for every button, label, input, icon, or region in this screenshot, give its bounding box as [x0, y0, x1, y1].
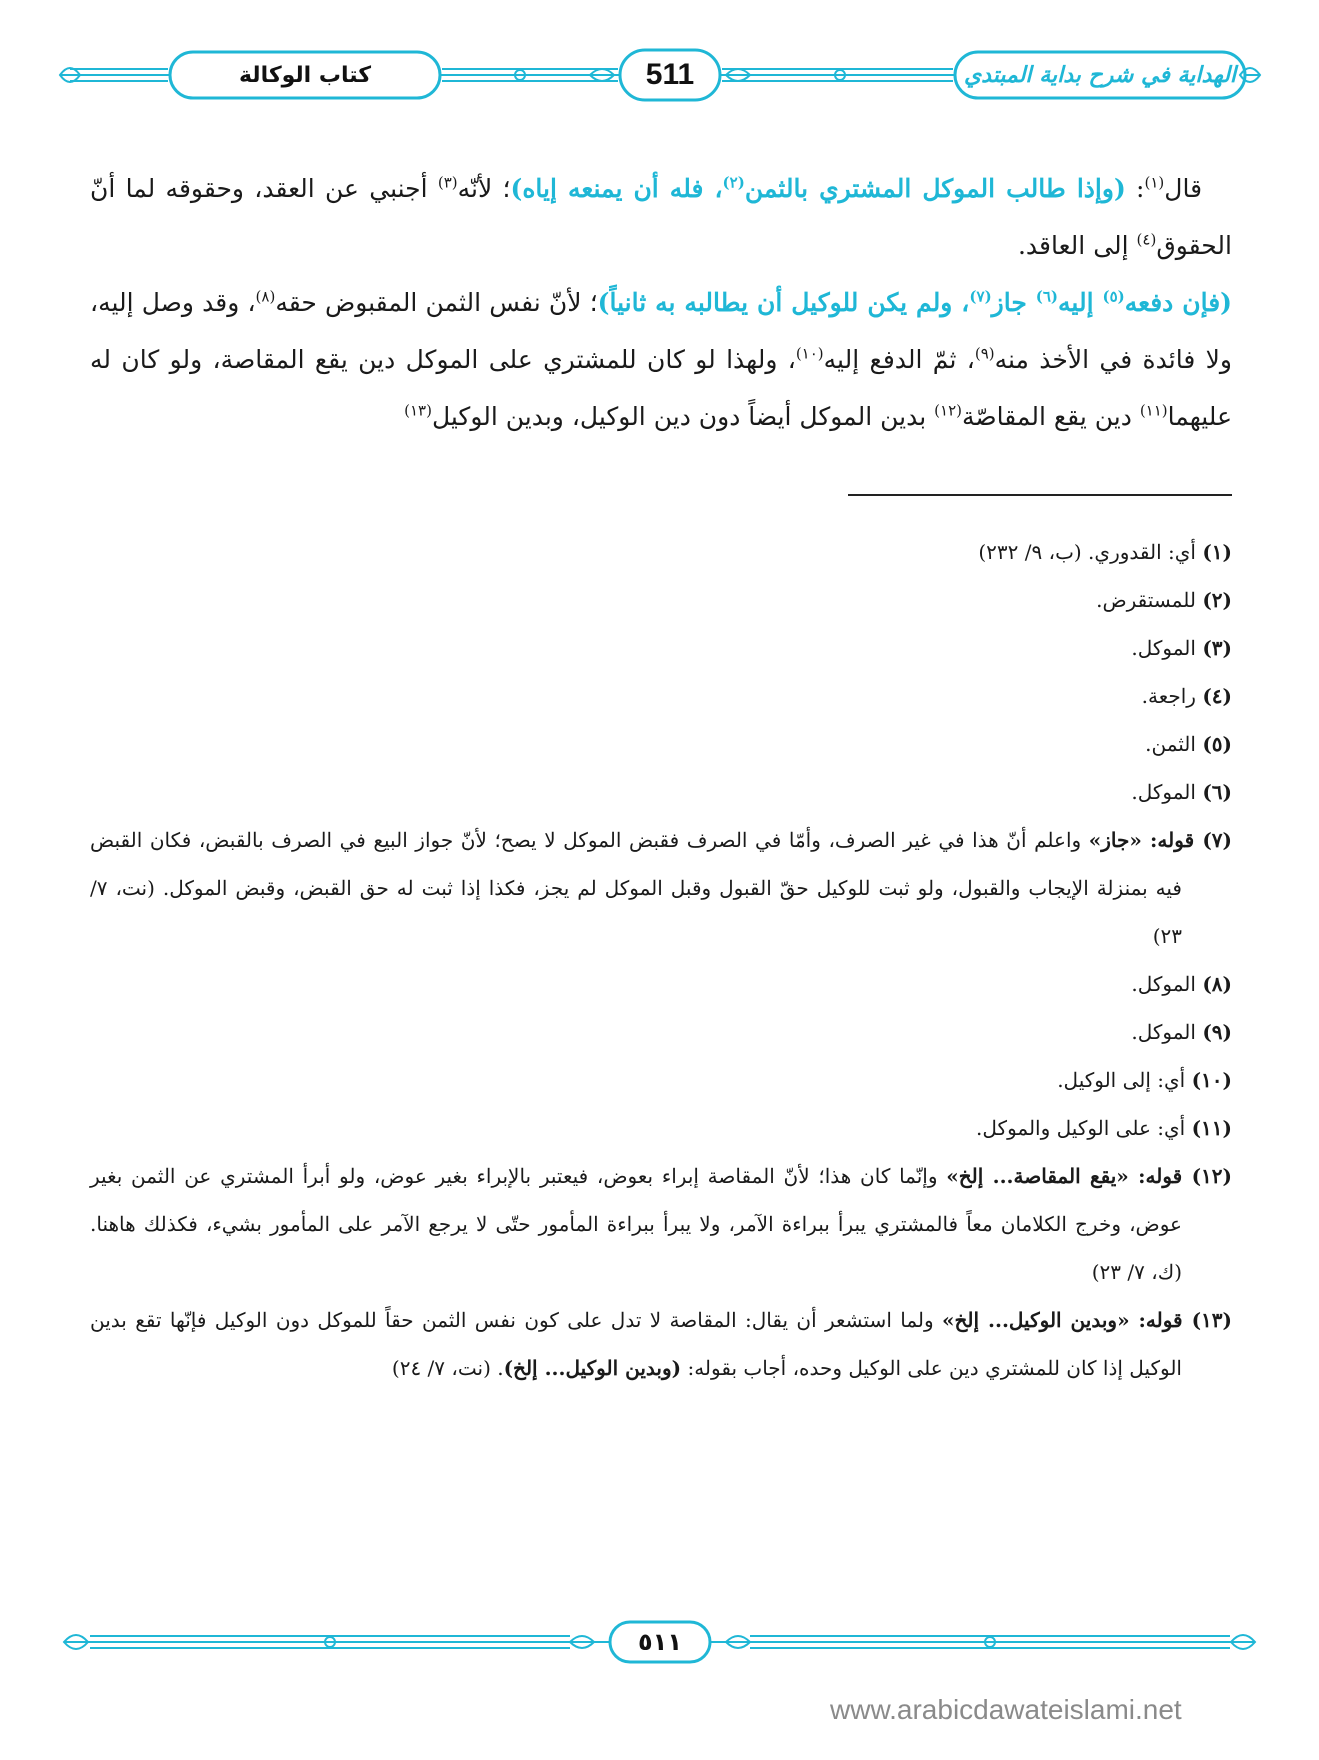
footnote-number: (١٠) [1191, 1068, 1232, 1092]
footnote-text: الثمن. [1145, 732, 1203, 756]
footnote-text: أي: إلى الوكيل. [1057, 1068, 1192, 1092]
footnote-text: أي: القدوري. (ب، ٩/ ٢٣٢) [978, 540, 1203, 564]
text-segment: بدين الموكل أيضاً دون دين الوكيل، وبدين الوكيل [431, 402, 935, 431]
text-segment: أجنبي عن العقد، وحقوقه لما أنّ الحقوق [90, 174, 1232, 260]
footnote-text: راجعة. [1141, 684, 1203, 708]
main-paragraph-2 [90, 274, 1232, 445]
footnote-number: (٦) [1202, 780, 1232, 804]
text-segment: دين يقع المقاصّة [962, 402, 1140, 431]
footnote-number: (١) [1202, 540, 1232, 564]
footnote-ref: (٦) [1035, 287, 1059, 306]
footnote-number: (٩) [1202, 1020, 1232, 1044]
footnote-number: (٧) [1202, 828, 1232, 852]
footnote-4 [90, 672, 1232, 720]
footnote-text: للمستقرض. [1096, 588, 1203, 612]
footnote-13 [90, 1296, 1232, 1392]
footnote-quote: (وبدين الوكيل... إلخ) [503, 1356, 682, 1380]
footer-page-number: ٥١١ [638, 1628, 682, 1656]
main-text [90, 160, 1232, 445]
footnote-number: (١٣) [1191, 1308, 1232, 1332]
footnote-11 [90, 1104, 1232, 1152]
matn-text: (فإن دفعه [1124, 288, 1232, 317]
footnote-ref: (٨) [255, 287, 276, 306]
footnote-text: الموكل. [1131, 972, 1203, 996]
text-segment: ؛ لأنّ نفس الثمن المقبوض حقه [275, 288, 598, 317]
page-header [50, 44, 1269, 114]
text-segment: ، ولهذا لو كان للمشتري على الموكل دين يقع المقاصة، ولو كان له عليهما [90, 345, 1232, 431]
footnote-5 [90, 720, 1232, 768]
footnote-number: (١٢) [1191, 1164, 1232, 1188]
footnote-text: واعلم أنّ هذا في غير الصرف، وأمّا في الصرف فقبض الموكل لا يصح؛ لأنّ جواز البيع في الصرف بالقبض، فكان القبض فيه بمنزلة الإيجاب والقبول، ولو ثبت للوكيل حقّ القبول وقبل الموكل لم يجز، فكذا إذا ثبت له حق القبض، وقبض الموكل. (نت، ٧/ ٢٣) [90, 828, 1182, 948]
footnote-text: الموكل. [1131, 1020, 1203, 1044]
footnote-1 [90, 528, 1232, 576]
footnote-7 [90, 816, 1232, 960]
footnote-ref: (١) [1144, 173, 1165, 192]
footnote-separator [848, 494, 1232, 496]
website-url[interactable]: www.arabicdawateislami.net [830, 1694, 1182, 1725]
footnote-2 [90, 576, 1232, 624]
page-footer [50, 1618, 1269, 1666]
footnote-text: وإنّما كان هذا؛ لأنّ المقاصة إبراء بعوض، فيعتبر بالإبراء بغير عوض، ولو أبرأ المشتري عن الثمن بغير عوض، وخرج الكلامان معاً فالمشتري يبرأ ببراءة الآمر، ولا يبرأ ببراءة المأمور حتّى لا يرجع الآمر على المأمور بشيء، فكذلك هاهنا. (ك، ٧/ ٢٣) [90, 1164, 1182, 1284]
footnote-lead: قوله: «يقع المقاصة... إلخ» [946, 1164, 1192, 1188]
footnote-text: . (نت، ٧/ ٢٤) [391, 1356, 504, 1380]
text-segment: : [1125, 174, 1145, 203]
footnote-ref: (٧) [969, 287, 992, 306]
footnote-3 [90, 624, 1232, 672]
footnote-ref: (٥) [1102, 287, 1125, 306]
footnote-ref: (٤) [1136, 230, 1157, 249]
footnote-lead: قوله: «وبدين الوكيل... إلخ» [942, 1308, 1192, 1332]
footnote-number: (٣) [1202, 636, 1232, 660]
text-segment: إلى العاقد. [1017, 231, 1137, 260]
footnote-text: أي: على الوكيل والموكل. [976, 1116, 1192, 1140]
footnote-ref: (٩) [974, 344, 995, 363]
footnote-ref: (١٢) [934, 401, 963, 420]
footnote-number: (٤) [1202, 684, 1232, 708]
footnote-number: (٥) [1202, 732, 1232, 756]
footnote-12 [90, 1152, 1232, 1296]
footnote-number: (٢) [1202, 588, 1232, 612]
footnote-8 [90, 960, 1232, 1008]
book-title: الهداية في شرح بداية المبتدي [963, 62, 1237, 88]
footnote-ref: (١٣) [404, 401, 432, 420]
matn-text: إليه [1058, 288, 1103, 317]
footnote-10 [90, 1056, 1232, 1104]
matn-text: جاز [991, 288, 1036, 317]
text-segment: ، ثمّ الدفع إليه [823, 345, 975, 374]
footnote-text: الموكل. [1131, 636, 1203, 660]
footnote-ref: (٢) [722, 173, 745, 192]
matn-text: (وإذا طالب الموكل المشتري بالثمن [744, 174, 1126, 203]
footnote-number: (٨) [1202, 972, 1232, 996]
footnote-ref: (١٠) [795, 344, 824, 363]
text-segment: ؛ لأنّه [457, 174, 511, 203]
text-segment: ، وقد وصل إليه، ولا فائدة في الأخذ منه [90, 288, 1232, 374]
matn-text: ، ولم يكن للوكيل أن يطالبه به ثانياً) [597, 288, 970, 317]
footnote-ref: (١١) [1139, 401, 1168, 420]
footnote-text: ولما استشعر أن يقال: المقاصة لا تدل على كون نفس الثمن حقاً للموكل دون الوكيل فإنّها تقع بدين الوكيل إذا كان للمشتري دين على الوكيل وحده، أجاب بقوله: [90, 1308, 1182, 1380]
matn-text: ، فله أن يمنعه إياه) [510, 174, 723, 203]
footnote-9 [90, 1008, 1232, 1056]
footnote-6 [90, 768, 1232, 816]
page-number: 511 [645, 58, 695, 91]
main-paragraph-1 [90, 160, 1232, 274]
footnote-text: الموكل. [1131, 780, 1203, 804]
footnote-lead: قوله: «جاز» [1088, 828, 1203, 852]
text-segment: قال [1164, 174, 1203, 203]
footnote-number: (١١) [1191, 1116, 1232, 1140]
footnotes [90, 528, 1232, 1392]
footnote-ref: (٣) [437, 173, 458, 192]
chapter-title: كتاب الوكالة [238, 62, 372, 88]
